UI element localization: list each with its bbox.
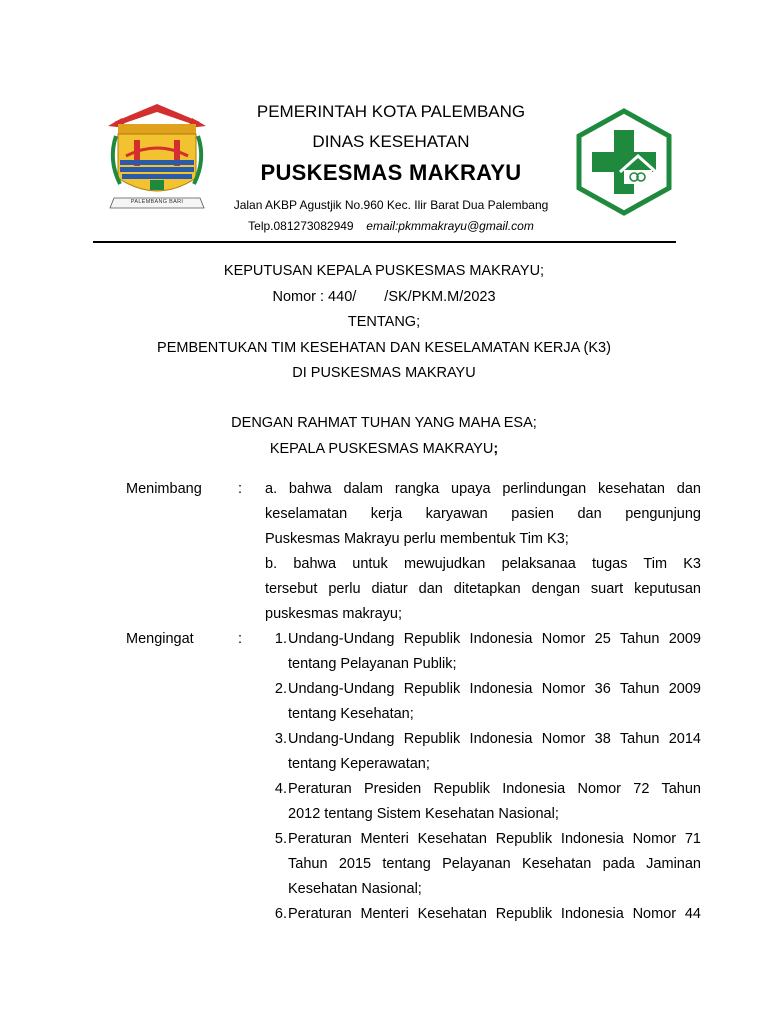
menimbang-label: Menimbang [126,481,202,497]
menimbang-a-line-2: keselamatan kerja karyawan pasien dan pengunjung [265,506,701,522]
item-number: 4. [274,781,287,797]
department-name: DINAS KESEHATAN [312,132,470,151]
emblem-ribbon-caption: PALEMBANG BARI [130,199,184,205]
menimbang-a-line-3: Puskesmas Makrayu perlu membentuk Tim K3; [265,531,569,547]
decree-subject-line-2: DI PUSKESMAS MAKRAYU [292,365,476,381]
item-line: Tahun 2015 tentang Pelayanan Kesehatan pada Jaminan [288,856,701,872]
menimbang-a-line-1: a. bahwa dalam rangka upaya perlindungan kesehatan dan [265,481,701,497]
item-line: Undang-Undang Republik Indonesia Nomor 36 Tahun 2009 [288,681,701,697]
blessing-line: DENGAN RAHMAT TUHAN YANG MAHA ESA; [231,415,537,431]
menimbang-colon: : [238,481,243,497]
item-number: 3. [274,731,287,747]
phone-number: Telp.081273082949 [248,219,354,233]
item-number: 1. [274,631,287,647]
puskesmas-logo [572,108,676,216]
item-line: Peraturan Presiden Republik Indonesia Nomor 72 Tahun [288,781,701,797]
item-line: Undang-Undang Republik Indonesia Nomor 25 Tahun 2009 [288,631,701,647]
item-line: Peraturan Menteri Kesehatan Republik Indonesia Nomor 44 [288,906,701,922]
decree-number-prefix: Nomor : 440/ [272,289,357,305]
item-number: 2. [274,681,287,697]
decree-number-suffix: /SK/PKM.M/2023 [384,289,496,305]
decree-about: TENTANG; [347,314,421,330]
item-number: 5. [274,831,287,847]
item-line: tentang Kesehatan; [288,706,414,722]
item-line: Peraturan Menteri Kesehatan Republik Indonesia Nomor 71 [288,831,701,847]
contact-line [210,219,572,233]
mengingat-label: Mengingat [126,631,194,647]
head-punctuation: ; [493,441,499,457]
item-number: 6. [274,906,287,922]
menimbang-b-line-1: b. bahwa untuk mewujudkan pelaksanaa tugas Tim K3 [265,556,701,572]
menimbang-b-line-3: puskesmas makrayu; [265,606,402,622]
item-line: 2012 tentang Sistem Kesehatan Nasional; [288,806,559,822]
item-line: tentang Pelayanan Publik; [288,656,457,672]
letterhead-divider [93,241,676,243]
mengingat-colon: : [238,631,243,647]
head-line [0,440,768,458]
item-line: Kesehatan Nasional; [288,881,422,897]
head-title: KEPALA PUSKESMAS MAKRAYU [269,441,494,457]
email-address: email:pkmmakrayu@gmail.com [366,219,534,233]
decree-subject-line-1: PEMBENTUKAN TIM KESEHATAN DAN KESELAMATAN KERJA (K3) [157,340,611,356]
palembang-city-emblem [104,100,210,220]
decree-title: KEPUTUSAN KEPALA PUSKESMAS MAKRAYU; [223,263,545,279]
government-name: PEMERINTAH KOTA PALEMBANG [256,102,526,121]
item-line: tentang Keperawatan; [288,756,430,772]
organization-name: PUSKESMAS MAKRAYU [260,160,522,185]
decree-number [0,288,768,306]
address-line: Jalan AKBP Agustjik No.960 Kec. Ilir Barat Dua Palembang [233,198,549,212]
menimbang-b-line-2: tersebut perlu diatur dan ditetapkan dengan suart keputusan [265,581,701,597]
item-line: Undang-Undang Republik Indonesia Nomor 38 Tahun 2014 [288,731,701,747]
